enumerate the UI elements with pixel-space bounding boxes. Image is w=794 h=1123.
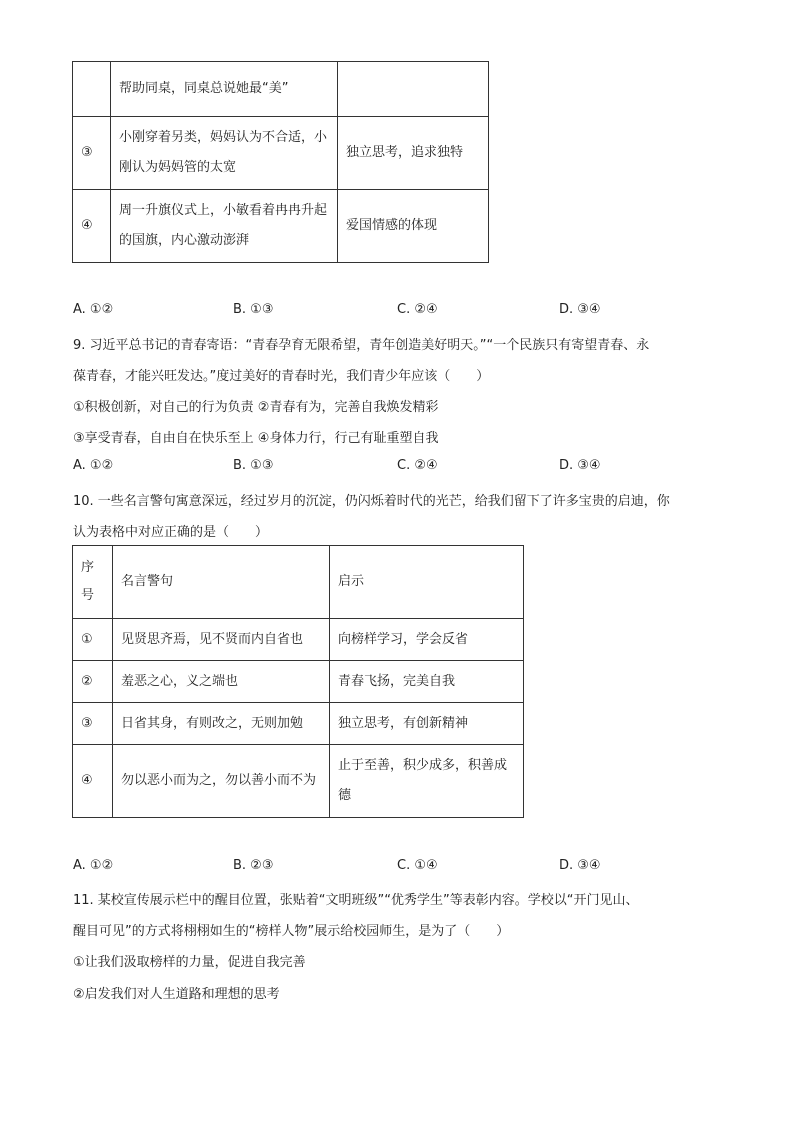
row-meaning: [338, 62, 489, 117]
header-num: [73, 546, 113, 619]
q11-stem-line2: 醒目可见”的方式将栩栩如生的“榜样人物”展示给校园师生，是为了（ ）: [73, 924, 510, 939]
q9-stem-line1: 9. 习近平总书记的青春寄语：“青春孕育无限希望，青年创造美好明天。”“一个民族只有寄望青春、永: [73, 338, 650, 353]
row-insight: 青春飞扬，完美自我: [330, 661, 524, 703]
header-quote: 名言警句: [113, 546, 330, 619]
q10-stem-line1: 10. 一些名言警句寓意深远，经过岁月的沉淀，仍闪烁着时代的光芒，给我们留下了许多宝贵的启迪，你: [73, 494, 670, 509]
q8-table: [72, 61, 489, 263]
q11-item1: ①让我们汲取榜样的力量，促进自我完善: [73, 955, 306, 970]
q10-table: [72, 545, 524, 818]
q9-options: [73, 458, 633, 478]
option-c[interactable]: C. ②④: [397, 302, 438, 317]
row-meaning: 爱国情感的体现: [338, 190, 489, 263]
header-insight: 启示: [330, 546, 524, 619]
table-row: [73, 190, 489, 263]
option-c[interactable]: C. ①④: [397, 858, 438, 873]
row-num: ③: [73, 117, 111, 190]
row-num: ②: [73, 661, 113, 703]
row-insight: 向榜样学习，学会反省: [330, 619, 524, 661]
option-a[interactable]: A. ①②: [73, 302, 114, 317]
row-quote: 勿以恶小而为之，勿以善小而不为: [113, 745, 330, 818]
row-insight: 独立思考，有创新精神: [330, 703, 524, 745]
q9-item-line1: ①积极创新，对自己的行为负责 ②青春有为，完善自我焕发精彩: [73, 400, 439, 415]
row-text: 小刚穿着另类，妈妈认为不合适，小刚认为妈妈管的太宽: [111, 117, 338, 190]
q11-stem-line1: 11. 某校宣传展示栏中的醒目位置，张贴着“文明班级”“优秀学生”等表彰内容。学校以“开门见山、: [73, 893, 639, 908]
option-b[interactable]: B. ①③: [233, 302, 274, 317]
option-d[interactable]: D. ③④: [559, 458, 601, 473]
table-row: [73, 661, 524, 703]
row-text: 帮助同桌，同桌总说她最“美”: [111, 62, 338, 117]
option-b[interactable]: B. ①③: [233, 458, 274, 473]
option-d[interactable]: D. ③④: [559, 302, 601, 317]
row-quote: 见贤思齐焉，见不贤而内自省也: [113, 619, 330, 661]
option-b[interactable]: B. ②③: [233, 858, 274, 873]
row-quote: 羞恶之心，义之端也: [113, 661, 330, 703]
q8-options: [73, 302, 633, 322]
header-num-text: 序号: [81, 560, 95, 603]
row-num: ④: [73, 190, 111, 263]
q10-options: [73, 858, 633, 878]
option-c[interactable]: C. ②④: [397, 458, 438, 473]
row-text: 周一升旗仪式上，小敏看着冉冉升起的国旗，内心激动澎湃: [111, 190, 338, 263]
option-d[interactable]: D. ③④: [559, 858, 601, 873]
row-insight: 止于至善，积少成多，积善成德: [330, 745, 524, 818]
row-num: ④: [73, 745, 113, 818]
table-header-row: [73, 546, 524, 619]
q9-stem-line2: 葆青春，才能兴旺发达。”度过美好的青春时光，我们青少年应该（ ）: [73, 369, 490, 384]
row-num: ①: [73, 619, 113, 661]
table-row: [73, 117, 489, 190]
table-row: [73, 619, 524, 661]
row-quote: 日省其身，有则改之，无则加勉: [113, 703, 330, 745]
table-row: [73, 745, 524, 818]
row-meaning: 独立思考，追求独特: [338, 117, 489, 190]
table-row: [73, 703, 524, 745]
q10-stem-line2: 认为表格中对应正确的是（ ）: [73, 525, 269, 540]
row-num: [73, 62, 111, 117]
row-num: ③: [73, 703, 113, 745]
option-a[interactable]: A. ①②: [73, 458, 114, 473]
table-row: [73, 62, 489, 117]
q11-item2: ②启发我们对人生道路和理想的思考: [73, 987, 280, 1002]
option-a[interactable]: A. ①②: [73, 858, 114, 873]
q9-item-line2: ③享受青春，自由自在快乐至上 ④身体力行，行己有耻重塑自我: [73, 431, 439, 446]
